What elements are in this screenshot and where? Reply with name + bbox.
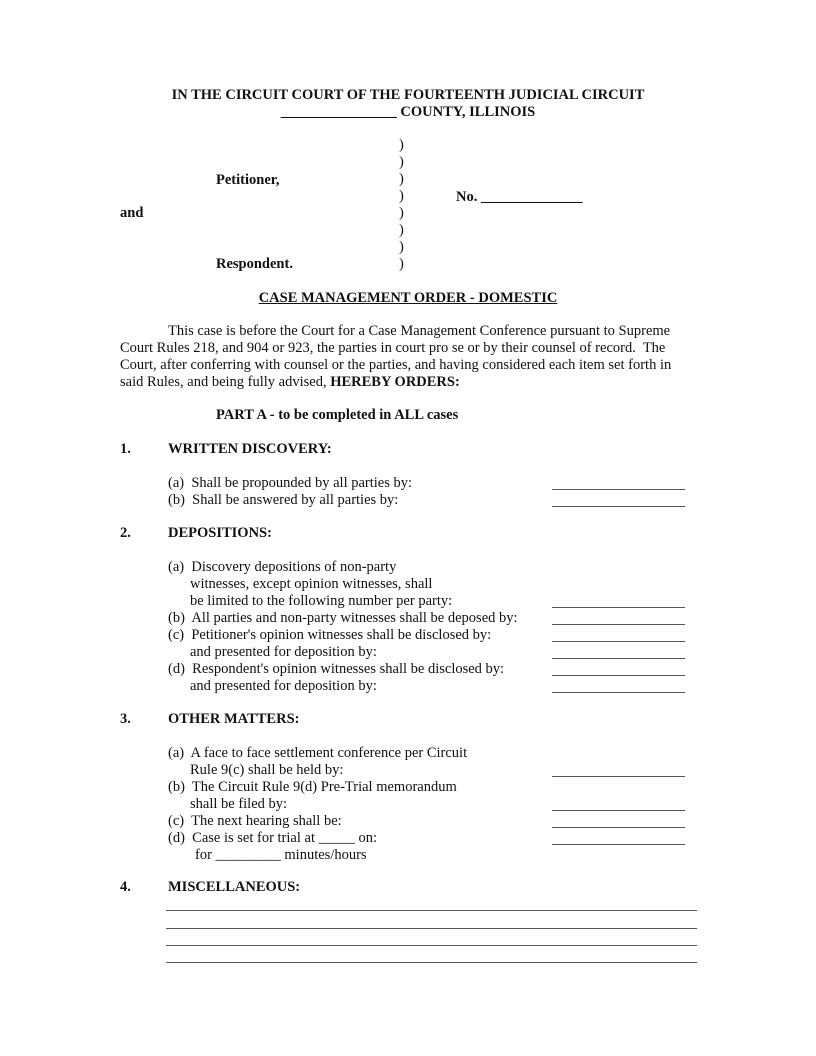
petitioner-label: Petitioner,	[216, 172, 280, 188]
intro-line: Court Rules 218, and 904 or 923, the parties in court pro se or by their counsel of record. The	[120, 340, 666, 356]
caption-paren: )	[399, 171, 404, 187]
order-item-line: witnesses, except opinion witnesses, shall	[190, 576, 433, 592]
order-item-line: be limited to the following number per party:	[190, 593, 453, 609]
order-item-line: Rule 9(c) shall be held by:	[190, 762, 344, 778]
caption-paren: )	[399, 256, 404, 272]
fill-in-blank[interactable]	[552, 506, 685, 507]
respondent-label: Respondent.	[216, 256, 293, 272]
section-number: 2.	[120, 525, 131, 541]
order-item-line: (b) Shall be answered by all parties by:	[168, 492, 399, 508]
fill-in-blank[interactable]	[166, 910, 697, 911]
part-a-heading	[216, 407, 458, 424]
fill-in-blank[interactable]	[552, 658, 685, 659]
fill-in-blank[interactable]	[552, 827, 685, 828]
county-heading: ________________ COUNTY, ILLINOIS	[280, 104, 536, 120]
fill-in-blank[interactable]	[552, 641, 685, 642]
intro-line: Court, after conferring with counsel or the parties, and having considered each item set forth in	[120, 357, 672, 373]
section-number: 4.	[120, 879, 131, 895]
fill-in-blank[interactable]	[552, 624, 685, 625]
and-label: and	[120, 205, 144, 221]
intro-line	[120, 374, 460, 391]
order-item-line: shall be filed by:	[190, 796, 288, 812]
order-item-line: and presented for deposition by:	[190, 644, 377, 660]
part-a-note: - to be completed in ALL cases	[266, 407, 459, 423]
section-number: 1.	[120, 441, 131, 457]
hereby-orders: HEREBY ORDERS:	[330, 374, 460, 390]
section-title: MISCELLANEOUS:	[168, 879, 301, 895]
caption-paren: )	[399, 154, 404, 170]
court-heading: IN THE CIRCUIT COURT OF THE FOURTEENTH JUDICIAL CIRCUIT	[171, 87, 645, 103]
order-item-line: (a) A face to face settlement conference per Circuit	[168, 745, 468, 761]
order-item-line: (d) Respondent's opinion witnesses shall be disclosed by:	[168, 661, 505, 677]
order-item-line: (a) Shall be propounded by all parties by:	[168, 475, 413, 491]
caption-paren: )	[399, 239, 404, 255]
intro-line: This case is before the Court for a Case Management Conference pursuant to Supreme	[168, 323, 671, 339]
order-item-line: (c) The next hearing shall be:	[168, 813, 342, 829]
caption-paren: )	[399, 205, 404, 221]
case-number-field[interactable]: No. ______________	[456, 189, 583, 205]
order-item-line: (c) Petitioner's opinion witnesses shall be disclosed by:	[168, 627, 492, 643]
fill-in-blank[interactable]	[552, 692, 685, 693]
caption-paren: )	[399, 188, 404, 204]
section-title: DEPOSITIONS:	[168, 525, 272, 541]
fill-in-blank[interactable]	[552, 675, 685, 676]
order-item-line: (a) Discovery depositions of non-party	[168, 559, 397, 575]
fill-in-blank[interactable]	[552, 489, 685, 490]
section-title: WRITTEN DISCOVERY:	[168, 441, 332, 457]
fill-in-blank[interactable]	[552, 607, 685, 608]
part-a-label: PART A	[216, 407, 267, 423]
section-number: 3.	[120, 711, 131, 727]
section-title: OTHER MATTERS:	[168, 711, 300, 727]
fill-in-blank[interactable]	[552, 844, 685, 845]
intro-text: said Rules, and being fully advised,	[120, 374, 331, 390]
document-title: CASE MANAGEMENT ORDER - DOMESTIC	[258, 290, 558, 306]
caption-paren: )	[399, 222, 404, 238]
order-item-line: and presented for deposition by:	[190, 678, 377, 694]
order-item-line: (d) Case is set for trial at _____ on:	[168, 830, 377, 846]
fill-in-blank[interactable]	[552, 776, 685, 777]
fill-in-blank[interactable]	[166, 962, 697, 963]
fill-in-blank[interactable]	[166, 928, 697, 929]
fill-in-blank[interactable]	[166, 945, 697, 946]
fill-in-blank[interactable]	[552, 810, 685, 811]
caption-paren: )	[399, 137, 404, 153]
order-item-line: (b) The Circuit Rule 9(d) Pre-Trial memorandum	[168, 779, 457, 795]
order-item-line: for _________ minutes/hours	[195, 847, 367, 863]
order-item-line: (b) All parties and non-party witnesses shall be deposed by:	[168, 610, 518, 626]
